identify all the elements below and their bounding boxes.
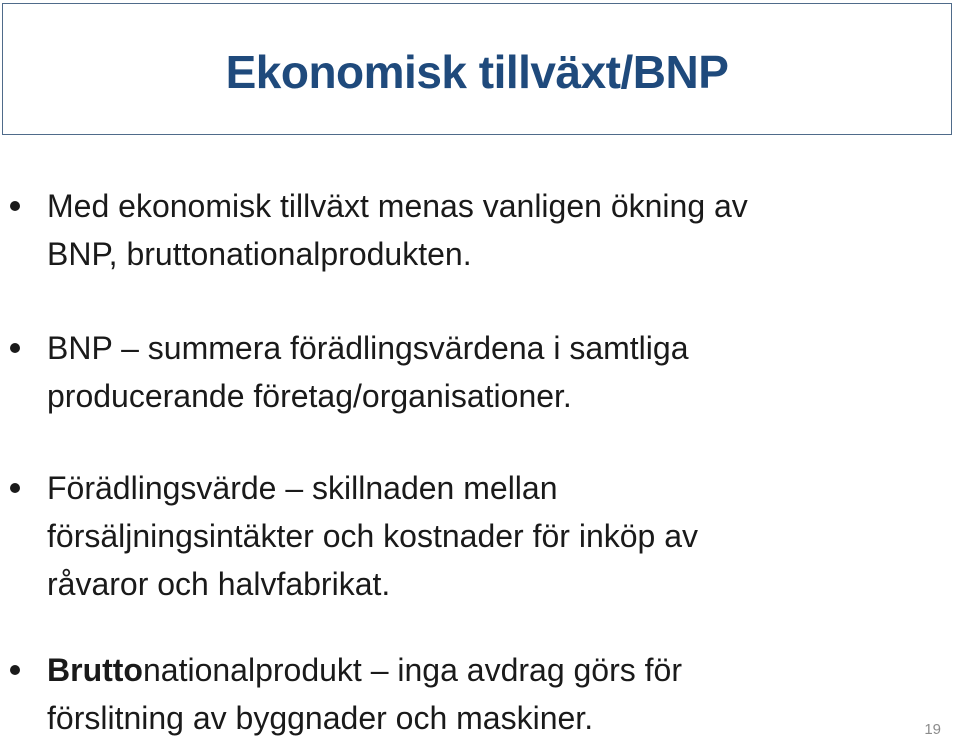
bullet-icon: [10, 201, 20, 211]
bullet-3-line-1: Förädlingsvärde – skillnaden mellan: [47, 470, 558, 506]
bullet-item-2: [0, 324, 688, 420]
bullet-4-line-1-rest: nationalprodukt – inga avdrag görs för: [142, 652, 682, 688]
bullet-4-bold-prefix: Brutto: [47, 652, 143, 688]
title-box: [2, 3, 952, 135]
slide-title: Ekonomisk tillväxt/BNP: [225, 46, 729, 98]
bullet-icon: [10, 483, 20, 493]
bullet-icon: [10, 665, 20, 675]
bullet-item-4: [0, 646, 682, 742]
bullet-3-line-3: råvaror och halvfabrikat.: [47, 566, 391, 602]
bullet-2-line-2: producerande företag/organisationer.: [47, 378, 572, 414]
bullet-2-line-1: BNP – summera förädlingsvärdena i samtliga: [47, 330, 689, 366]
bullet-icon: [10, 343, 20, 353]
bullet-3-line-2: försäljningsintäkter och kostnader för inköp av: [47, 518, 699, 554]
bullet-1-line-1: Med ekonomisk tillväxt menas vanligen ökning av: [47, 188, 748, 224]
page-number: 19: [924, 721, 941, 738]
bullet-4-line-2: förslitning av byggnader och maskiner.: [47, 700, 594, 736]
bullet-item-1: [0, 182, 748, 278]
bullet-item-3: [0, 464, 698, 608]
bullet-1-line-2: BNP, bruttonationalprodukten.: [47, 236, 472, 272]
